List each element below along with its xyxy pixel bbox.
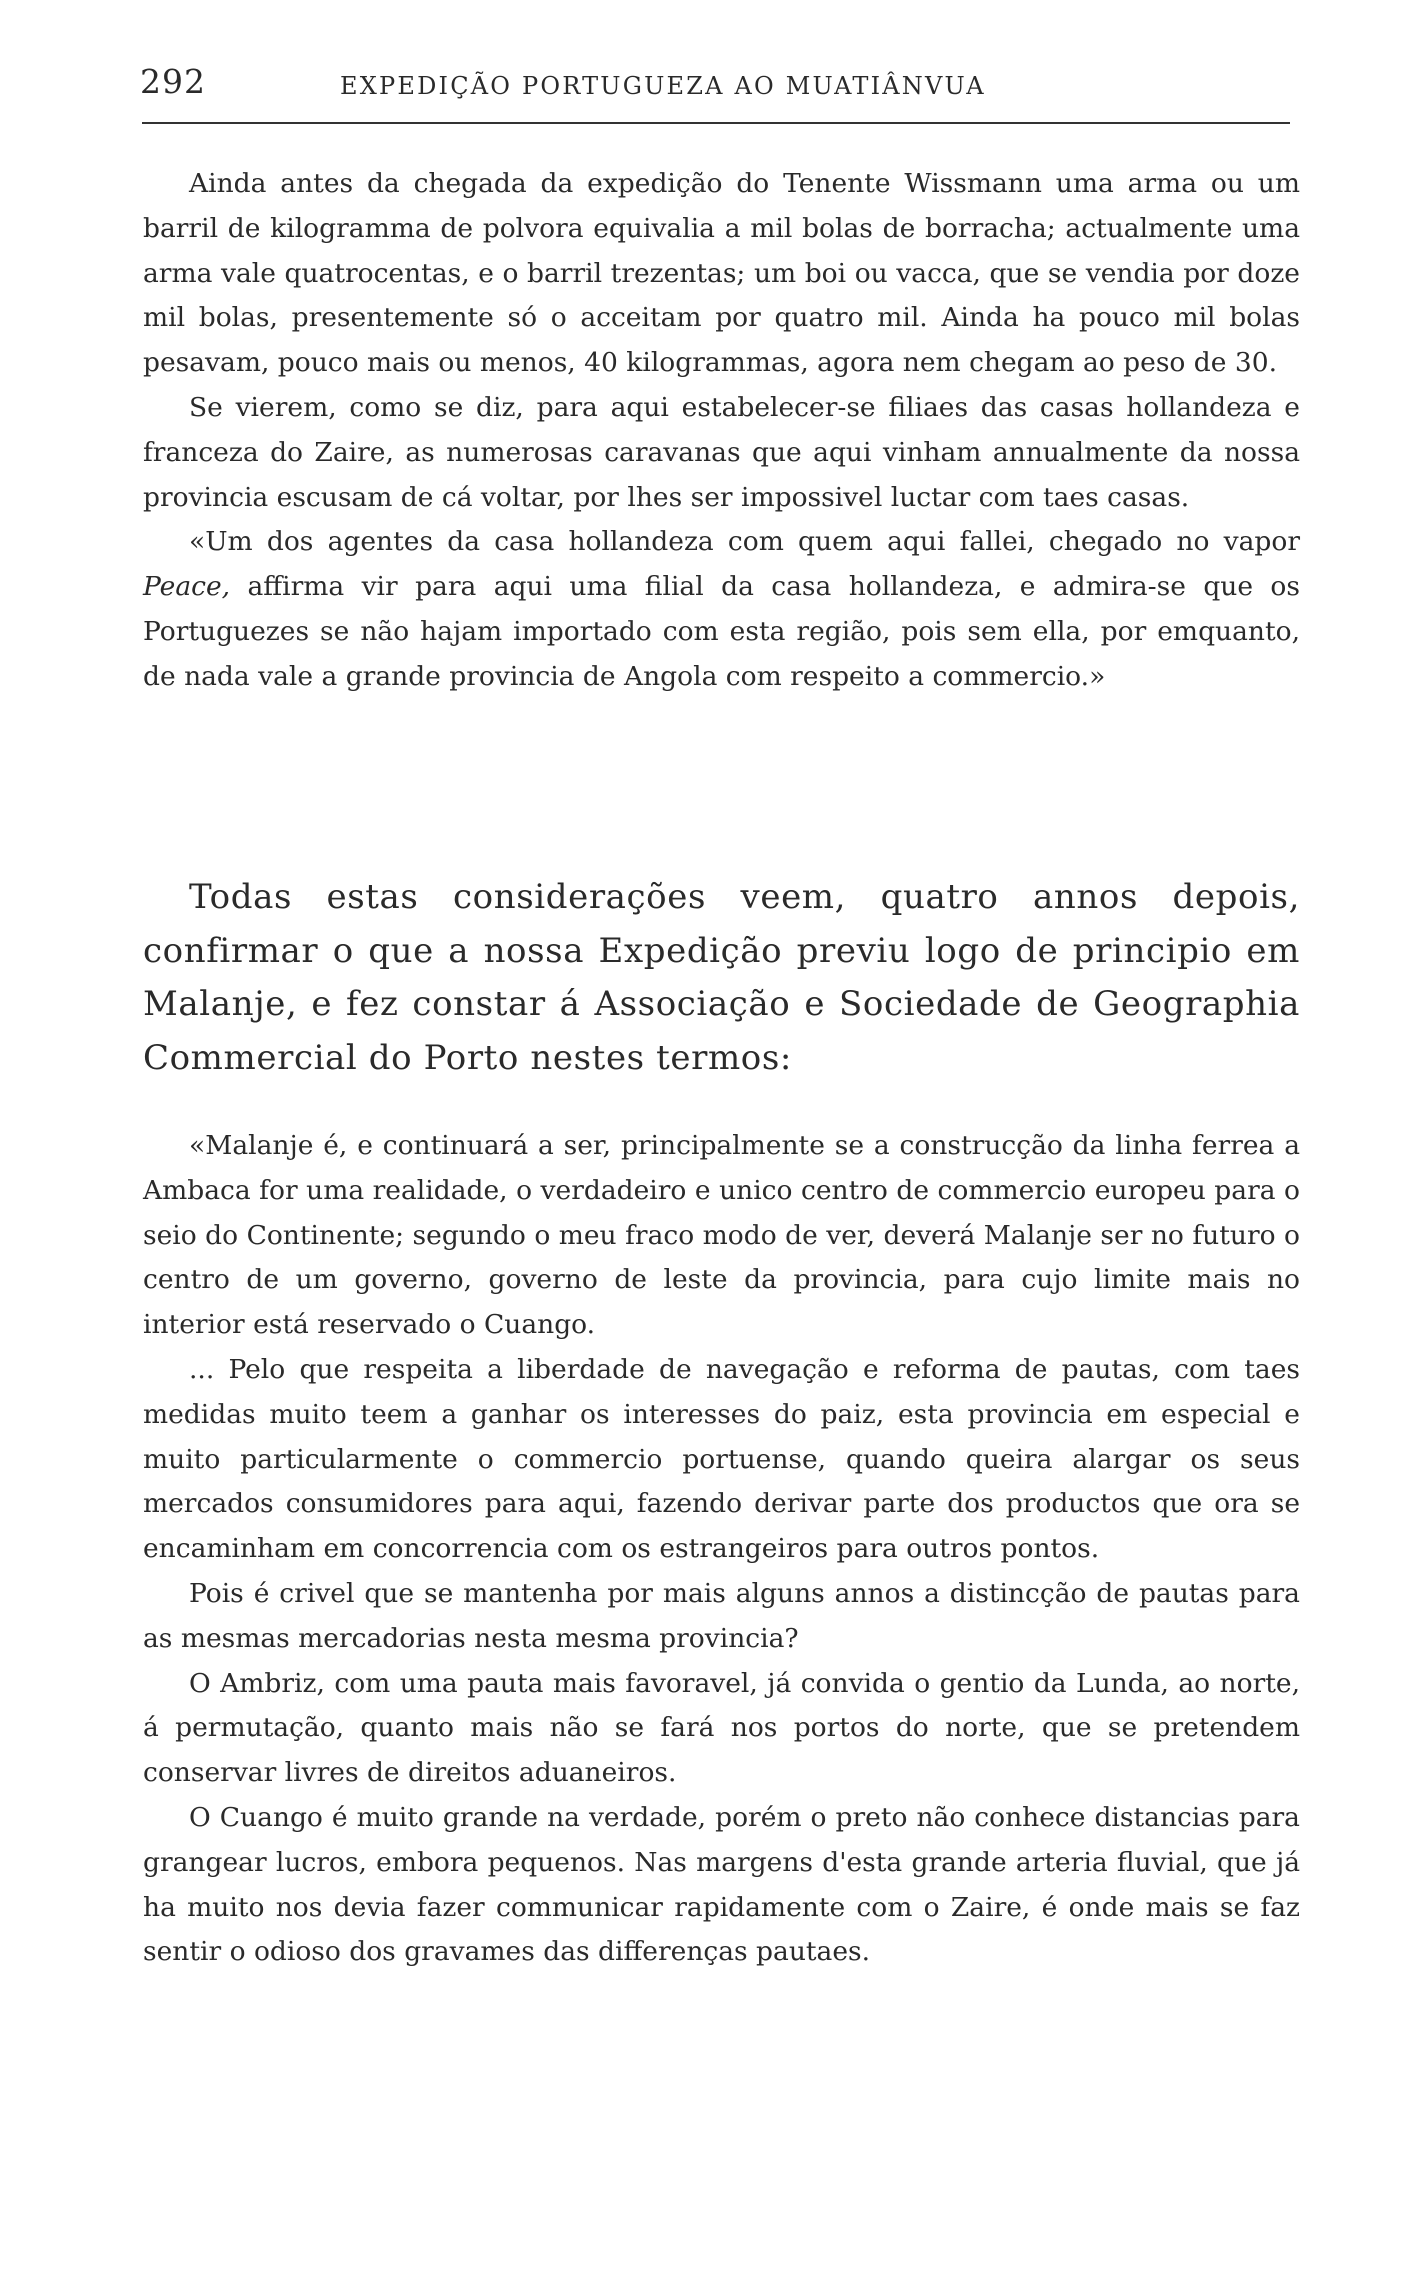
quote-malanje: «Malanje é, e continuará a ser, principalmente se a construcção da linha ferrea a Ambaca for uma realidade, o verdadeiro e unico centro de commercio europeu para o seio do Continente; segundo o meu fraco modo de ver, deverá Malanje ser no futuro o centro de um governo, governo de leste da provincia, para cujo limite mais no interior está reservado o Cuango. — [143, 1130, 1300, 1341]
running-title: EXPEDIÇÃO PORTUGUEZA AO MUATIÂNVUA — [340, 72, 986, 100]
quote-ambriz: O Ambriz, com uma pauta mais favoravel, já convida o gentio da Lunda, ao norte, á permutação, quanto mais não se fará nos portos do norte, que se pretendem conservar livres de direitos aduaneiros. — [143, 1667, 1300, 1789]
quote-tariffs: Pois é crivel que se mantenha por mais alguns annos a distincção de pautas para as mesmas mercadorias nesta mesma provincia? — [143, 1577, 1300, 1654]
paragraph-trading-houses: Se vierem, como se diz, para aqui estabelecer-se filiaes das casas hollandeza e franceza do Zaire, as numerosas caravanas que aqui vinham annualmente da nossa provincia escusam de cá voltar, por lhes ser impossivel luctar com taes casas. — [143, 391, 1300, 513]
paragraph-considerations: Todas estas considerações veem, quatro annos depois, confirmar o que a nossa Expedição previu logo de principio em Malanje, e fez constar á Associação e Sociedade de Geographia Commercial do Porto nestes termos: — [143, 877, 1300, 1078]
paragraph-barter-values: Ainda antes da chegada da expedição do Tenente Wissmann uma arma ou um barril de kilogramma de polvora equivalia a mil bolas de borracha; actualmente uma arma vale quatrocentas, e o barril trezentas; um boi ou vacca, que se vendia por doze mil bolas, presentemente só o acceitam por quatro mil. Ainda ha pouco mil bolas pesavam, pouco mais ou menos, 40 kilogrammas, agora nem chegam ao peso de 30. — [143, 168, 1300, 379]
main-text — [143, 871, 1300, 1085]
page-header — [140, 62, 1290, 110]
header-rule — [142, 122, 1290, 124]
dutch-agent-text-end: affirma vir para aqui uma filial da casa hollandeza, e admira-se que os Portuguezes se não hajam importado com esta região, pois sem ella, por emquanto, de nada vale a grande provincia de Angola com respeito a commercio.» — [143, 571, 1300, 692]
quote-navigation: ... Pelo que respeita a liberdade de navegação e reforma de pautas, com taes medidas muito teem a ganhar os interesses do paiz, esta provincia em especial e muito particularmente o commercio portuense, quando queira alargar os seus mercados consumidores para aqui, fazendo derivar parte dos productos que ora se encaminham em concorrencia com os estrangeiros para outros pontos. — [143, 1353, 1300, 1565]
report-quote — [143, 1124, 1300, 1975]
letter-excerpt — [143, 162, 1300, 700]
dutch-agent-text-start: «Um dos agentes da casa hollandeza com quem aqui fallei, chegado no vapor — [189, 526, 1300, 558]
ship-name: Peace, — [143, 571, 231, 603]
page-number: 292 — [140, 62, 206, 101]
paragraph-dutch-agent — [143, 520, 1300, 699]
quote-cuango: O Cuango é muito grande na verdade, porém o preto não conhece distancias para grangear lucros, embora pequenos. Nas margens d'esta grande arteria fluvial, que já ha muito nos devia fazer communicar rapidamente com o Zaire, é onde mais se faz sentir o odioso dos gravames das differenças pautaes. — [143, 1801, 1300, 1968]
